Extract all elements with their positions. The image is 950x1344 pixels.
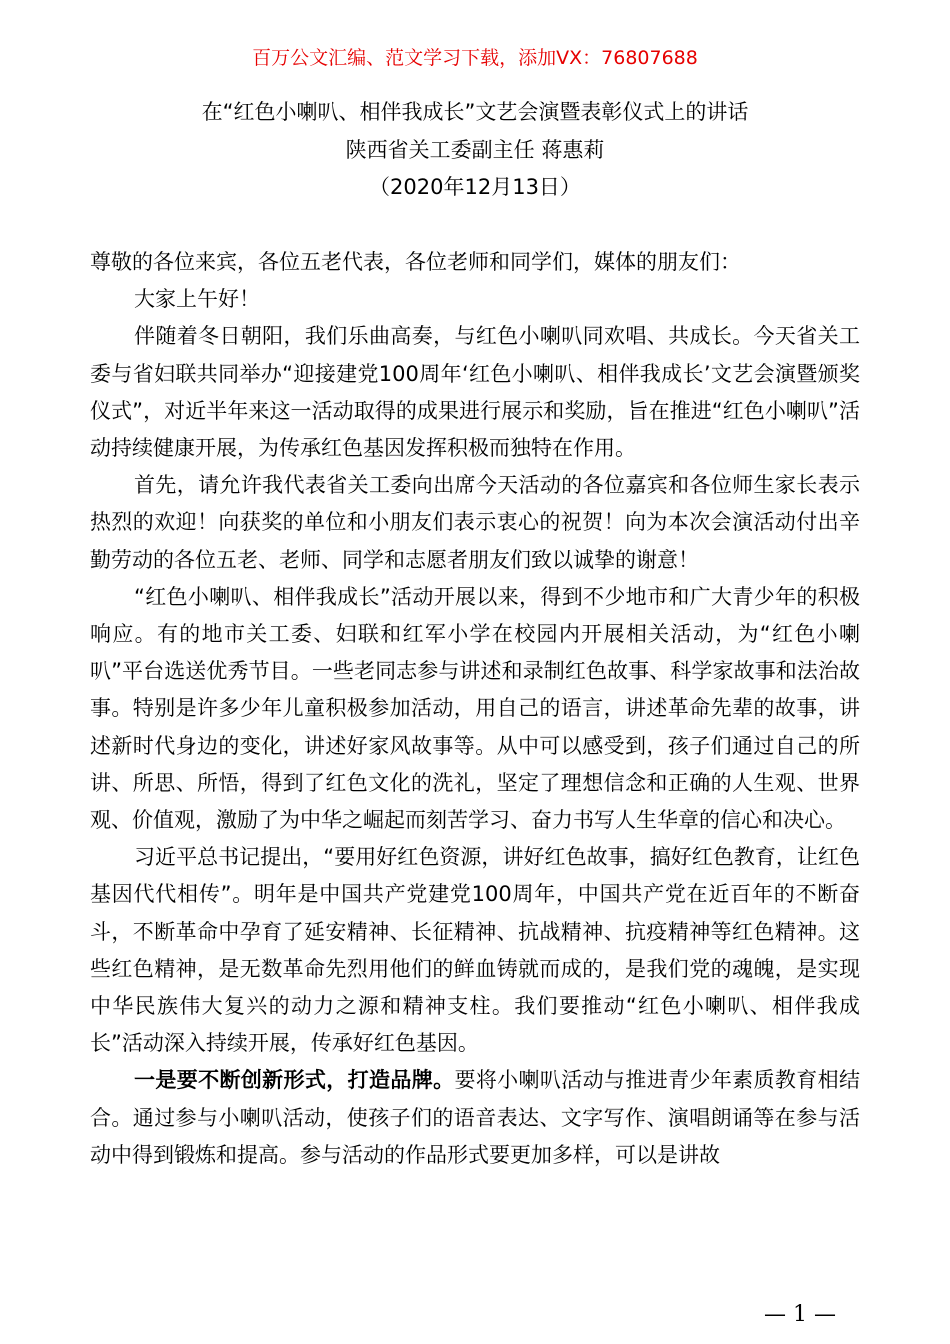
salutation: 尊敬的各位来宾，各位五老代表，各位老师和同学们，媒体的朋友们： (90, 250, 741, 274)
paragraph-1: 伴随着冬日朝阳，我们乐曲高奏，与红色小喇叭同欢唱、共成长。今天省关工委与省妇联共同举办“迎接建党100周年‘红色小喇叭、相伴我成长’文艺会演暨颁奖仪式”，对近半年来这一活动取得的成果进行展示和奖励，旨在推进“红色小喇叭”活动持续健康开展，为传承红色基因发挥积极而独特在作用。 (90, 324, 860, 461)
paragraph-5-text: 要将小喇叭活动与推进青少年素质教育相结合。通过参与小喇叭活动，使孩子们的语音表达、文字写作、演唱朗诵等在参与活动中得到锻炼和提高。参与活动的作品形式要更加多样，可以是讲故 (90, 1068, 860, 1167)
greeting: 大家上午好！ (134, 287, 260, 312)
speech-body (90, 244, 860, 1174)
paragraph-4: 习近平总书记提出，“要用好红色资源，讲好红色故事，搞好红色教育，让红色基因代代相传”。明年是中国共产党建党100周年，中国共产党在近百年的不断奋斗，不断革命中孕育了延安精神、长征精神、抗战精神、抗疫精神等红色精神。这些红色精神，是无数革命先烈用他们的鲜血铸就而成的，是我们党的魂魄，是实现中华民族伟大复兴的动力之源和精神支柱。我们要推动“红色小喇叭、相伴我成长”活动深入持续开展，传承好红色基因。 (90, 845, 860, 1056)
watermark-banner: 百万公文汇编、范文学习下载，添加VX：76807688 (252, 47, 698, 69)
paragraph-5 (90, 1062, 860, 1174)
speaker-line: 陕西省关工委副主任 蒋惠莉 (345, 138, 605, 162)
speech-date: （2020年12月13日） (369, 175, 581, 199)
page-number: — 1 — (764, 1302, 836, 1327)
paragraph-2: 首先，请允许我代表省关工委向出席今天活动的各位嘉宾和各位师生家长表示热烈的欢迎！向获奖的单位和小朋友们表示衷心的祝贺！向为本次会演活动付出辛勤劳动的各位五老、老师、同学和志愿者朋友们致以诚挚的谢意！ (90, 473, 860, 572)
paragraph-5-heading: 一是要不断创新形式，打造品牌。 (134, 1068, 455, 1093)
speech-title: 在“红色小喇叭、相伴我成长”文艺会演暨表彰仪式上的讲话 (201, 100, 749, 124)
paragraph-3: “红色小喇叭、相伴我成长”活动开展以来，得到不少地市和广大青少年的积极响应。有的地市关工委、妇联和红军小学在校园内开展相关活动，为“红色小喇叭”平台选送优秀节目。一些老同志参与讲述和录制红色故事、科学家故事和法治故事。特别是许多少年儿童积极参加活动，用自己的语言，讲述革命先辈的故事，讲述新时代身边的变化，讲述好家风故事等。从中可以感受到，孩子们通过自己的所讲、所思、所悟，得到了红色文化的洗礼，坚定了理想信念和正确的人生观、世界观、价值观，激励了为中华之崛起而刻苦学习、奋力书写人生华章的信心和决心。 (90, 584, 860, 833)
